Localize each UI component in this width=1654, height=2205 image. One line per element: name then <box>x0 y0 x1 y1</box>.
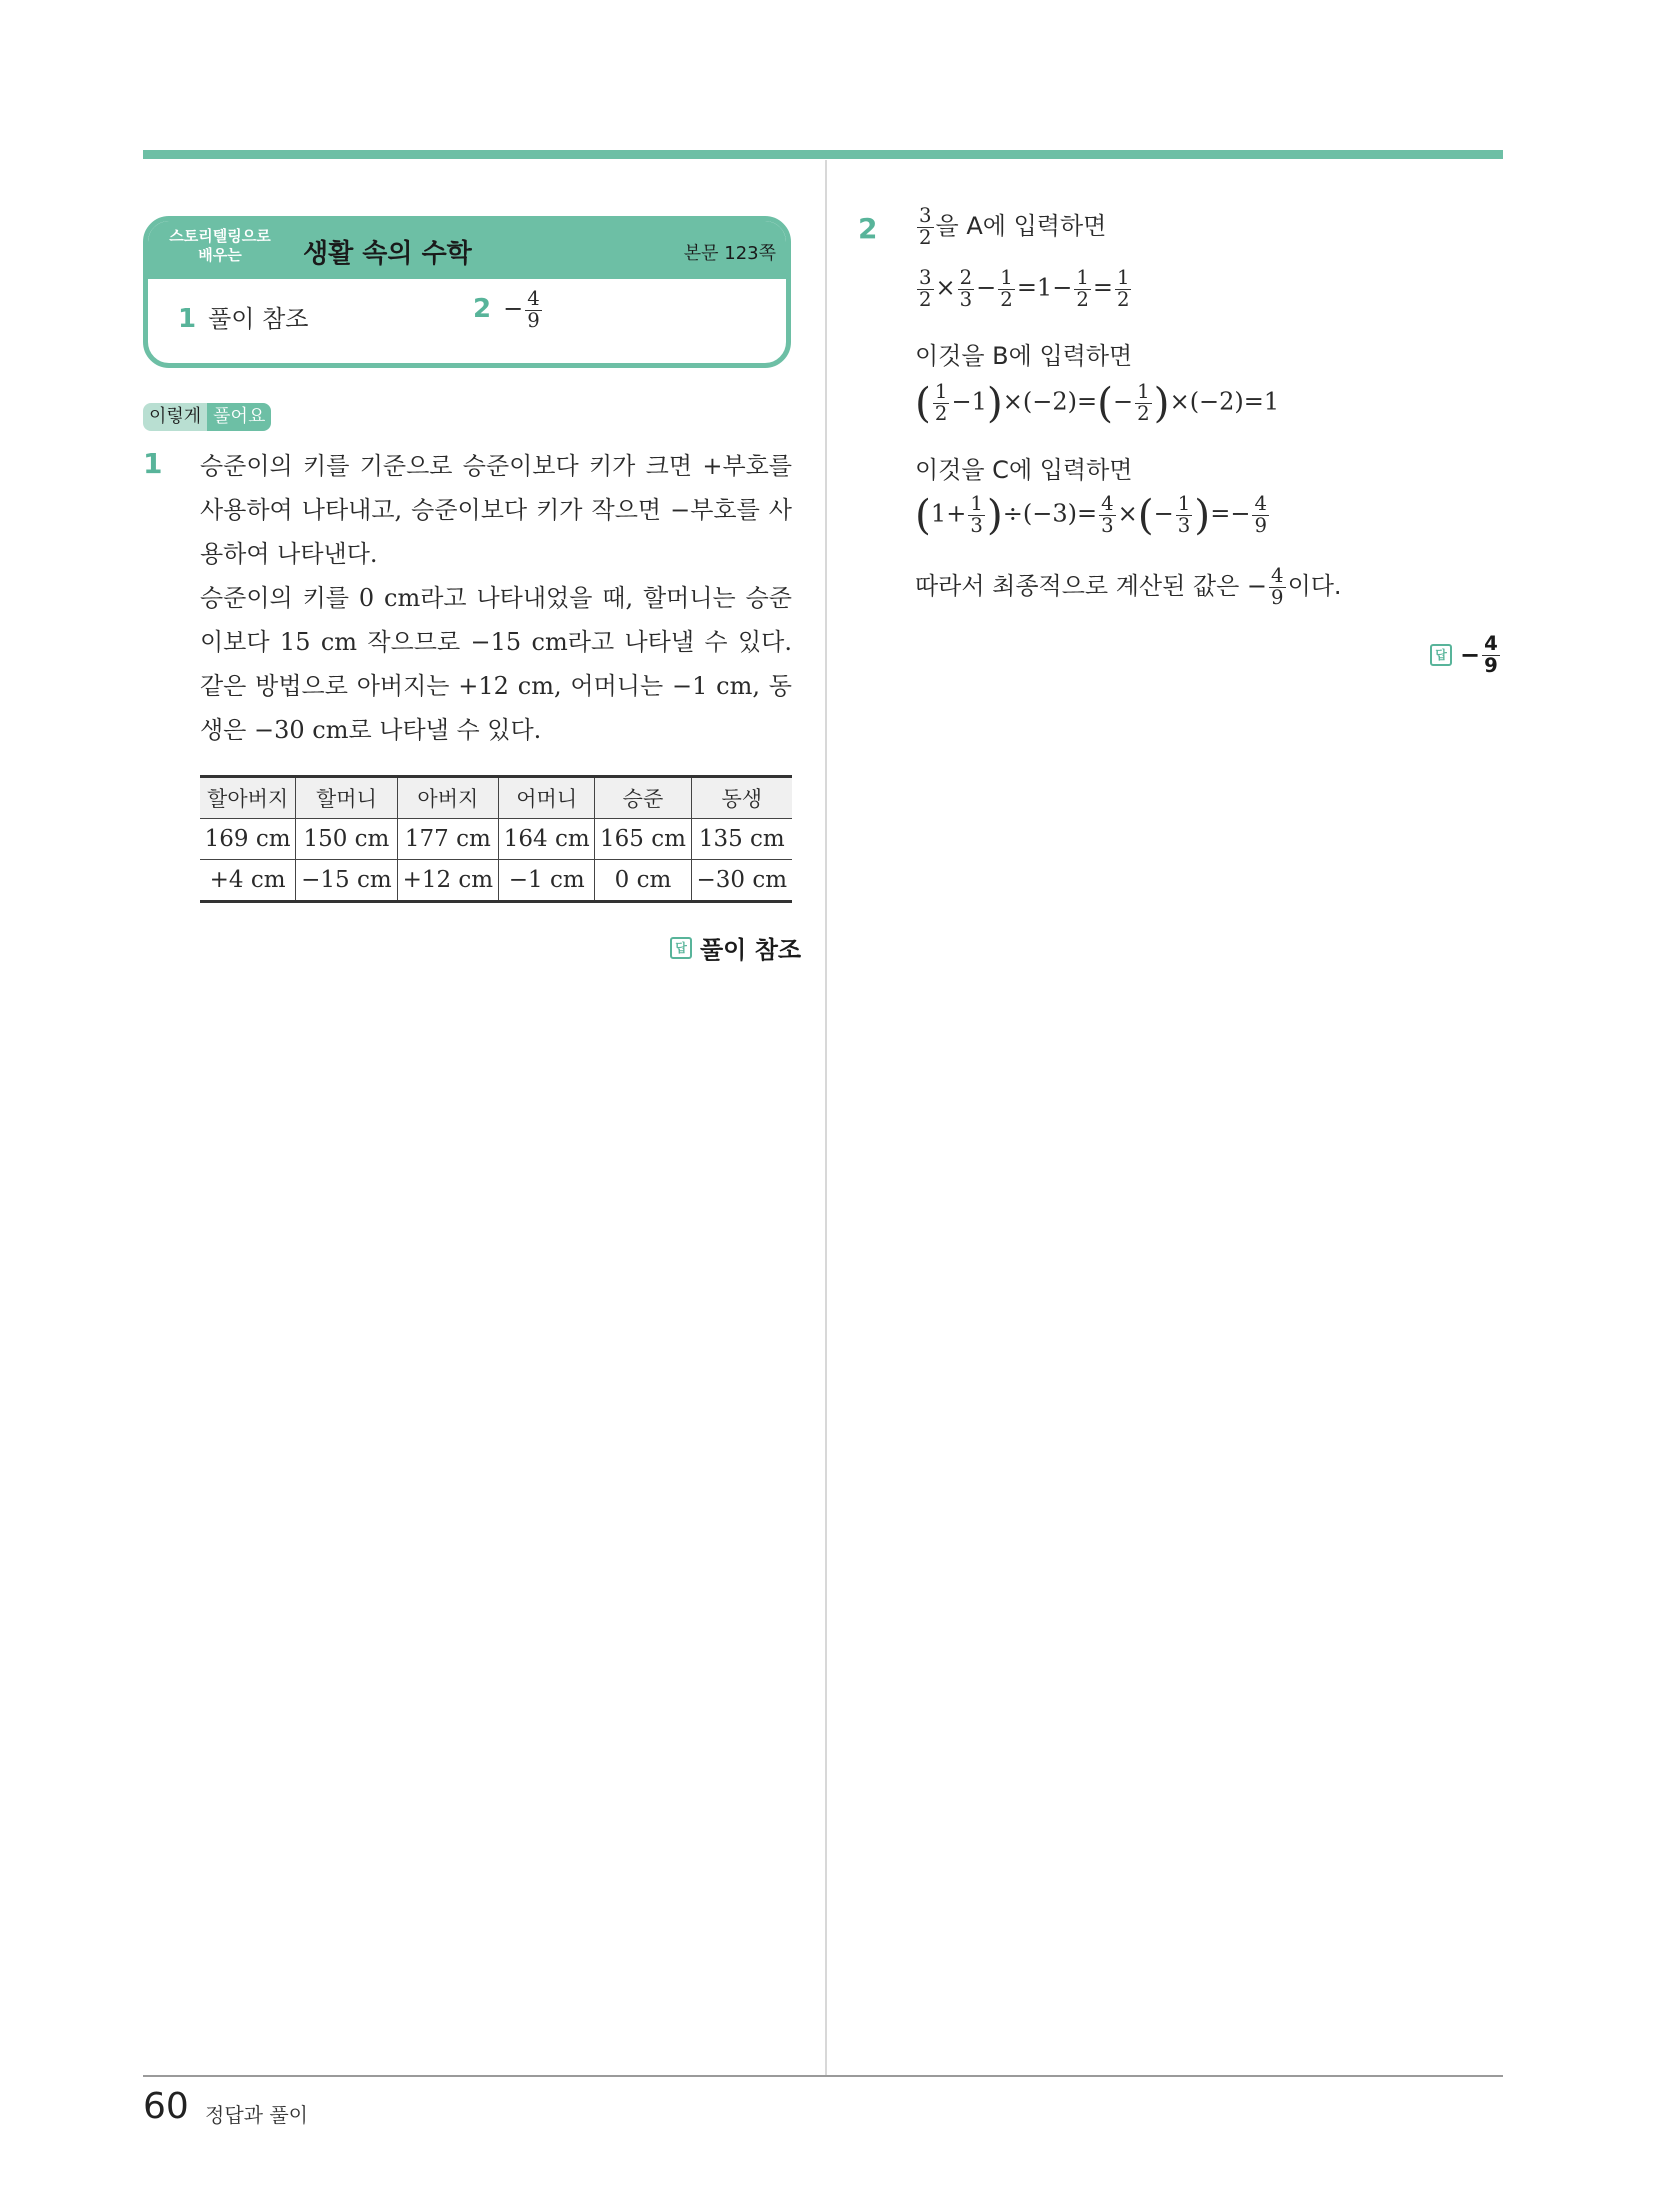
section-title: 생활 속의 수학 <box>303 239 472 269</box>
header-band <box>148 221 786 279</box>
table-cell: −1 cm <box>499 860 595 902</box>
problem-2-line-1 <box>915 206 1106 249</box>
problem-1-text <box>200 444 792 752</box>
table-cell: 150 cm <box>296 819 397 860</box>
header-answer-1 <box>178 299 308 334</box>
table-cell: +12 cm <box>397 860 498 902</box>
minus-sign: − <box>503 294 524 323</box>
series-label-line1: 스토리텔링으로 <box>169 227 271 245</box>
table-cell: 0 cm <box>595 860 691 902</box>
badge-part1: 이렇게 <box>143 403 207 431</box>
solution-badge <box>143 403 271 431</box>
footer-title: 정답과 풀이 <box>205 2103 308 2127</box>
table-cell: −30 cm <box>691 860 792 902</box>
series-label <box>160 227 280 265</box>
table-header: 어머니 <box>499 777 595 819</box>
table-cell: 177 cm <box>397 819 498 860</box>
table-row <box>200 860 792 902</box>
table-cell: 164 cm <box>499 819 595 860</box>
badge-part2: 풀어요 <box>207 403 271 431</box>
table-cell: 135 cm <box>691 819 792 860</box>
equation-a: $\frac{3}{2}$ × $\frac{2}{3}$ − $\frac{1}{2}$ =1− $\frac{1}{2}$ = $\frac{1}{2}$ <box>919 266 1130 311</box>
answer-number: 2 <box>473 293 492 324</box>
fraction: $\frac{4}{9}$ <box>527 287 540 332</box>
table-header: 할머니 <box>296 777 397 819</box>
problem-2-line-3: 이것을 B에 입력하면 <box>915 342 1133 370</box>
table-row <box>200 819 792 860</box>
section-header-box <box>143 216 791 368</box>
table-cell: 165 cm <box>595 819 691 860</box>
bottom-rule <box>143 2075 1503 2077</box>
problem-1-answer <box>670 930 801 965</box>
top-rule <box>143 150 1503 159</box>
series-label-line2: 배우는 <box>198 246 242 264</box>
answer-text: 풀이 참조 <box>700 936 802 964</box>
answer-text: 풀이 참조 <box>208 305 309 333</box>
paragraph-2: 승준이의 키를 0 cm라고 나타내었을 때, 할머니는 승준이보다 15 cm 작으므로 −15 cm라고 나타낼 수 있다. 같은 방법으로 아버지는 +12 cm, 어머니는 −1 cm, 동생은 −30 cm로 나타낼 수 있다. <box>200 584 792 744</box>
fraction: $\frac{4}{9}$ <box>1484 632 1498 677</box>
problem-2-answer <box>1430 634 1502 676</box>
conclusion-suffix: 이다. <box>1287 572 1342 600</box>
table-header: 아버지 <box>397 777 498 819</box>
table-header-row <box>200 777 792 819</box>
header-answer-2 <box>473 289 544 331</box>
minus-sign: − <box>1460 641 1481 670</box>
answer-icon: 답 <box>1430 644 1452 666</box>
line-text: 을 A에 입력하면 <box>935 212 1107 240</box>
table-header: 승준 <box>595 777 691 819</box>
conclusion-prefix: 따라서 최종적으로 계산된 값은 − <box>915 572 1268 600</box>
column-divider <box>825 160 827 2075</box>
equation-b: ( $\frac{1}{2}$ −1)×(−2)=(− $\frac{1}{2}$ )×(−2)=1 <box>915 378 1280 427</box>
table-cell: −15 cm <box>296 860 397 902</box>
height-table <box>200 775 792 903</box>
page-number: 60 <box>143 2086 189 2127</box>
table-cell: +4 cm <box>200 860 296 902</box>
table-cell: 169 cm <box>200 819 296 860</box>
problem-2-number: 2 <box>858 212 878 245</box>
answer-icon: 답 <box>670 937 692 959</box>
page-reference: 본문 123쪽 <box>683 243 776 264</box>
equation-c: (1+ $\frac{1}{3}$ )÷(−3)= $\frac{4}{3}$ ×(− $\frac{1}{3}$ )=− $\frac{4}{9}$ <box>915 490 1267 539</box>
problem-2-line-5: 이것을 C에 입력하면 <box>915 456 1133 484</box>
problem-1-number: 1 <box>143 447 163 480</box>
table-header: 동생 <box>691 777 792 819</box>
table-header: 할아버지 <box>200 777 296 819</box>
problem-2-conclusion: 따라서 최종적으로 계산된 값은 − $\frac{4}{9}$ 이다. <box>915 564 1342 609</box>
paragraph-1: 승준이의 키를 기준으로 승준이보다 키가 크면 +부호를 사용하여 나타내고, 승준이보다 키가 작으면 −부호를 사용하여 나타낸다. <box>200 452 792 568</box>
fraction: $\frac{3}{2}$ <box>919 204 932 249</box>
answer-number: 1 <box>178 304 197 334</box>
